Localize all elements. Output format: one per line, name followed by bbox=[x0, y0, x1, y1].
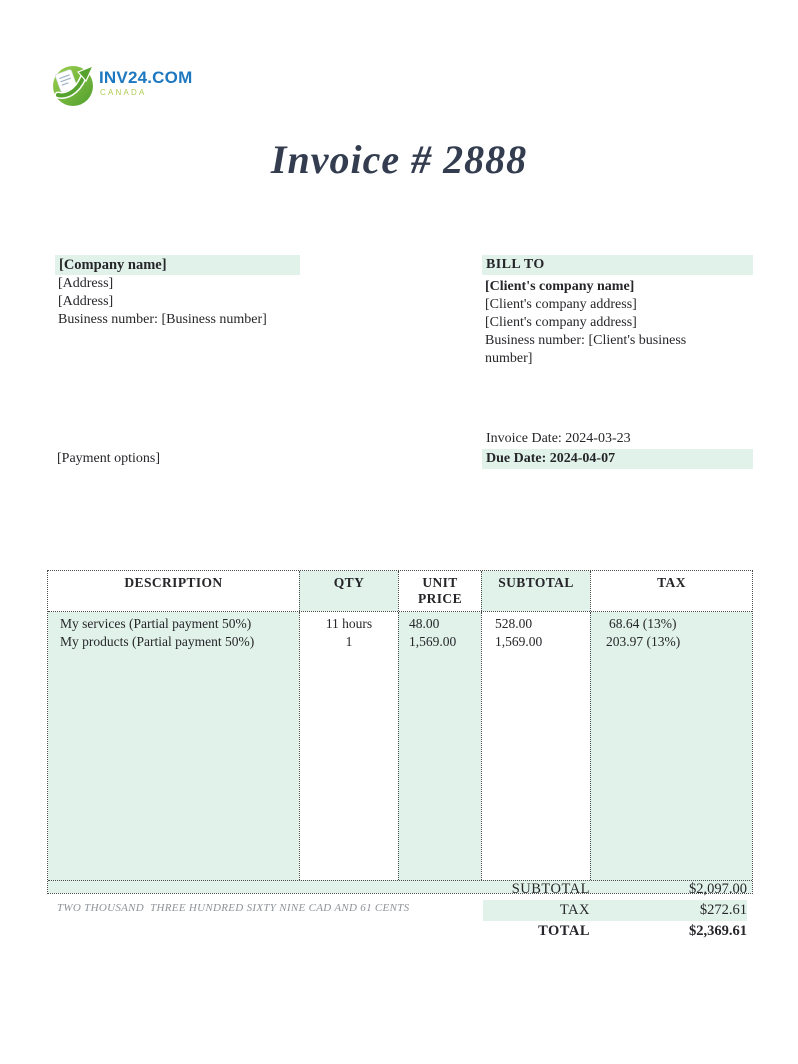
client-address-line-2: [Client's company address] bbox=[485, 315, 637, 330]
item-qty-cell: 11 hours bbox=[325, 616, 373, 631]
bill-to-block bbox=[482, 255, 753, 368]
items-table-header-row bbox=[48, 571, 752, 612]
subtotal-value: $2,097.00 bbox=[689, 881, 747, 897]
inv24-logo-icon bbox=[50, 62, 96, 108]
item-description-cell: My products (Partial payment 50%) bbox=[60, 634, 255, 649]
seller-block bbox=[55, 255, 300, 329]
description-column bbox=[48, 612, 299, 880]
logo-brand-text: INV24.COM bbox=[99, 68, 193, 87]
tax-row bbox=[483, 900, 747, 921]
logo bbox=[50, 62, 192, 108]
logo-region-text: CANADA bbox=[100, 88, 147, 97]
item-qty-cell: 1 bbox=[345, 634, 353, 649]
due-date-line bbox=[482, 449, 753, 469]
logo-text bbox=[99, 69, 192, 97]
item-tax-cell: 203.97 (13%) bbox=[606, 634, 681, 649]
header-unit-price: UNIT PRICE bbox=[398, 571, 481, 611]
seller-address-line-1: [Address] bbox=[58, 276, 114, 291]
item-description-cell: My services (Partial payment 50%) bbox=[60, 616, 252, 631]
item-unit-price-cell: 48.00 bbox=[409, 616, 440, 631]
item-subtotal-cell: 528.00 bbox=[495, 616, 533, 631]
seller-address-line-2: [Address] bbox=[58, 294, 114, 309]
payment-options: [Payment options] bbox=[57, 451, 161, 466]
invoice-date-value: 2024-03-23 bbox=[565, 431, 631, 446]
item-tax-cell: 68.64 (13%) bbox=[609, 616, 677, 631]
client-company-name: [Client's company name] bbox=[485, 279, 635, 294]
seller-company-name: [Company name] bbox=[55, 255, 300, 275]
subtotal-column bbox=[481, 612, 590, 880]
subtotal-row bbox=[483, 879, 747, 900]
amount-in-words: TWO THOUSAND THREE HUNDRED SIXTY NINE CAD AND 61 CENTS bbox=[57, 902, 410, 914]
header-tax: TAX bbox=[590, 571, 752, 611]
total-label: TOTAL bbox=[538, 923, 590, 939]
tax-label: TAX bbox=[559, 902, 590, 918]
item-unit-price-cell: 1,569.00 bbox=[409, 634, 457, 649]
unit-price-column bbox=[398, 612, 481, 880]
total-value: $2,369.61 bbox=[689, 923, 747, 939]
items-table-body bbox=[48, 612, 752, 880]
bill-to-heading: BILL TO bbox=[482, 255, 753, 275]
invoice-date-line bbox=[482, 430, 753, 448]
due-date-label: Due Date: bbox=[486, 451, 547, 466]
header-subtotal: SUBTOTAL bbox=[481, 571, 590, 611]
due-date-value: 2024-04-07 bbox=[549, 451, 616, 466]
totals-block bbox=[483, 879, 747, 942]
invoice-title: Invoice # 2888 bbox=[270, 137, 528, 182]
qty-column bbox=[299, 612, 398, 880]
header-qty: QTY bbox=[299, 571, 398, 611]
header-description: DESCRIPTION bbox=[48, 571, 299, 611]
client-address-line-1: [Client's company address] bbox=[485, 297, 637, 312]
item-subtotal-cell: 1,569.00 bbox=[495, 634, 543, 649]
total-row bbox=[483, 921, 747, 942]
items-table bbox=[47, 570, 753, 894]
invoice-date-label: Invoice Date: bbox=[486, 431, 562, 446]
tax-column bbox=[590, 612, 752, 880]
subtotal-label: SUBTOTAL bbox=[511, 881, 590, 897]
dates-block bbox=[482, 430, 753, 469]
tax-value: $272.61 bbox=[699, 902, 747, 918]
seller-business-number: Business number: [Business number] bbox=[58, 312, 267, 327]
client-business-number: Business number: [Client's business number] bbox=[485, 333, 687, 366]
